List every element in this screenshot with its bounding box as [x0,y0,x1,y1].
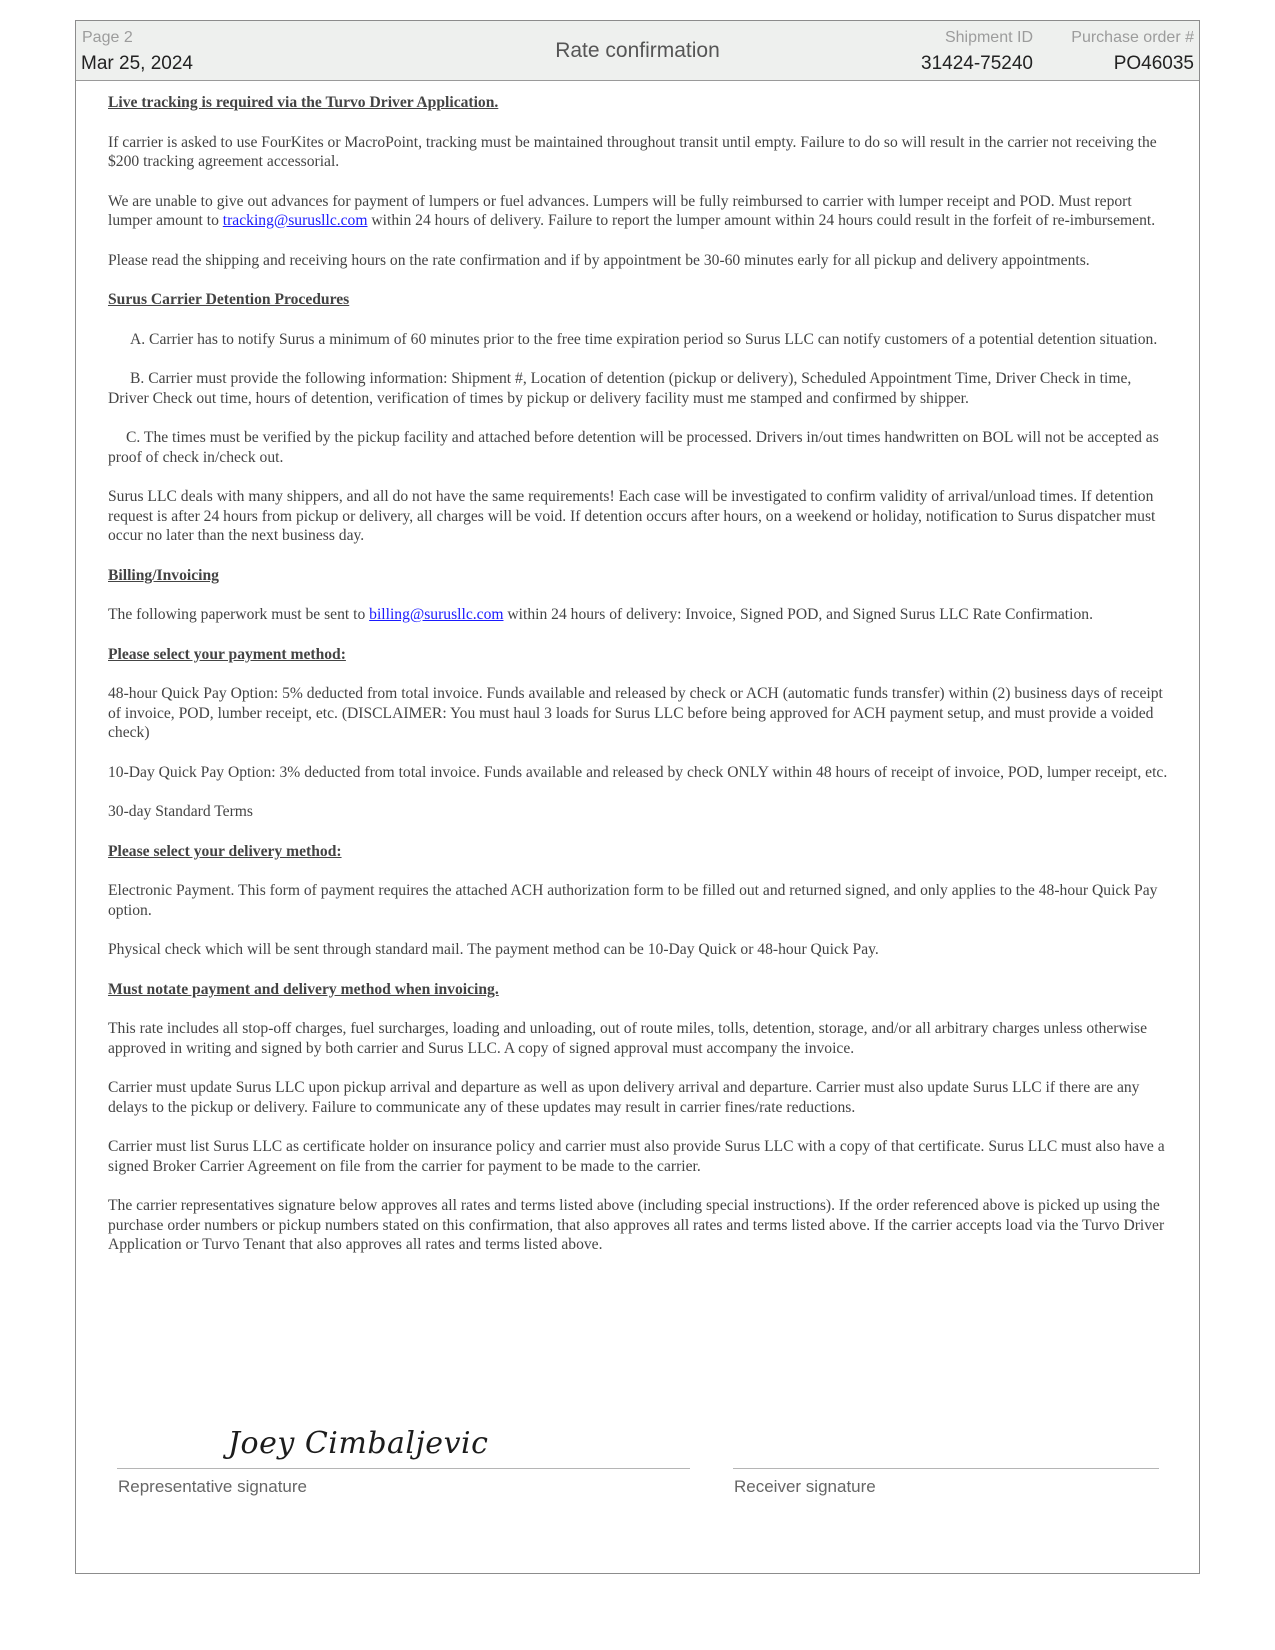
payment-option-48-hour: 48-hour Quick Pay Option: 5% deducted from total invoice. Funds available and released by check or ACH (automatic funds transfer) within (2) business days of receipt of invoice, POD, lumber receipt, etc. (DISCLAIMER: You must haul 3 loads for Surus LLC before being approved for ACH payment setup, and must provide a voided check) [108,685,1163,741]
certificate-paragraph: Carrier must list Surus LLC as certificate holder on insurance policy and carrier must also provide Surus LLC with a copy of that certificate. Surus LLC must also have a signed Broker Carrier Agreement on file from the carrier for payment to be made to the carrier. [108,1138,1165,1175]
shippers-paragraph: Surus LLC deals with many shippers, and all do not have the same requirements! Each case will be investigated to confirm validity of arrival/unload times. If detention request is after 24 hours from pickup or delivery, all charges will be void. If detention occurs after hours, on a weekend or holiday, notification to Surus dispatcher must occur no later than the next business day. [108,488,1156,544]
delivery-option-check: Physical check which will be sent through standard mail. The payment method can be 10-Day Quick or 48-hour Quick Pay. [108,941,879,958]
representative-signature-line [117,1468,690,1469]
document-title: Rate confirmation [555,39,720,62]
billing-text-start: The following paperwork must be sent to [108,606,370,623]
hours-paragraph: Please read the shipping and receiving hours on the rate confirmation and if by appointment be 30-60 minutes early for all pickup and delivery appointments. [108,251,1090,269]
lumper-text-start: We are unable to give out advances for payment of lumpers or fuel advances. Lumpers will be fully reimbursed to carrier with lumper receipt and POD. Must report lumper amount to [108,192,1132,229]
page-header [76,21,1199,81]
lumper-text-end: within 24 hours of delivery. Failure to report the lumper amount within 24 hours could result in the forfeit of re-imbursement. [367,212,1156,229]
page-number-label: Page 2 [82,29,133,46]
shipment-id-label: Shipment ID [944,29,1033,46]
update-paragraph: Carrier must update Surus LLC upon pickup arrival and departure as well as upon delivery arrival and departure. Carrier must also update Surus LLC if there are any delays to the pickup or delivery. Failure to communicate any of these updates may result in carrier fines/rate reductions. [108,1079,1140,1116]
representative-signature-label: Representative signature [118,1477,308,1496]
payment-method-heading: Please select your payment method: [108,645,346,663]
lumper-paragraph [108,192,1172,231]
signature-approval-paragraph: The carrier representatives signature below approves all rates and terms listed above (including special instructions). If the order referenced above is picked up using the purchase order numbers or pickup numbers stated on this confirmation, that also approves all rates and terms listed above. If the carrier accepts load via the Turvo Driver Application or Turvo Tenant that also approves all rates and terms listed above. [108,1197,1165,1253]
fourkites-paragraph: If carrier is asked to use FourKites or MacroPoint, tracking must be maintained throughout transit until empty. Failure to do so will result in the carrier not receiving the $200 tracking agreement accessorial. [108,133,1157,170]
delivery-method-heading: Please select your delivery method: [108,842,342,860]
purchase-order-label: Purchase order # [1071,29,1194,46]
rate-includes-paragraph: This rate includes all stop-off charges, fuel surcharges, loading and unloading, out of route miles, tolls, detention, storage, and/or all arbitrary charges unless otherwise approved in writing and signed by both carrier and Surus LLC. A copy of signed approval must accompany the invoice. [108,1020,1148,1057]
document-date: Mar 25, 2024 [81,53,193,74]
terms-body [108,93,1172,1275]
document-frame [75,20,1200,1574]
representative-signature-script: Joey Cimbaljevic [228,1426,489,1461]
billing-heading: Billing/Invoicing [108,566,219,584]
tracking-email-link[interactable]: tracking@surusllc.com [222,212,368,229]
payment-option-30-day: 30-day Standard Terms [108,803,253,820]
notate-heading: Must notate payment and delivery method when invoicing. [108,980,499,998]
detention-item-a: A. Carrier has to notify Surus a minimum of 60 minutes prior to the free time expiration period so Surus LLC can notify customers of a potential detention situation. [130,330,1158,348]
detention-heading: Surus Carrier Detention Procedures [108,291,350,308]
delivery-option-electronic: Electronic Payment. This form of payment requires the attached ACH authorization form to be filled out and returned signed, and only applies to the 48-hour Quick Pay option. [108,882,1158,919]
purchase-order-value: PO46035 [1113,53,1194,74]
billing-email-link[interactable]: billing@surusllc.com [369,606,504,623]
payment-option-10-day: 10-Day Quick Pay Option: 3% deducted from total invoice. Funds available and released by check ONLY within 48 hours of receipt of invoice, POD, lumper receipt, etc. [108,763,1168,781]
detention-item-b: B. Carrier must provide the following information: Shipment #, Location of detention (pickup or delivery), Scheduled Appointment Time, Driver Check in time, Driver Check out time, hours of detention, verification of times by pickup or delivery facility must me stamped and confirmed by shipper. [108,370,1132,407]
receiver-signature-line [733,1468,1159,1469]
shipment-id-value: 31424-75240 [921,53,1033,74]
tracking-heading: Live tracking is required via the Turvo Driver Application. [108,94,499,111]
receiver-signature-label: Receiver signature [734,1477,876,1496]
detention-item-c: C. The times must be verified by the pickup facility and attached before detention will be processed. Drivers in/out times handwritten on BOL will not be accepted as proof of check in/check out. [108,429,1159,466]
billing-paragraph [108,605,1172,625]
billing-text-end: within 24 hours of delivery: Invoice, Signed POD, and Signed Surus LLC Rate Confirmation. [503,606,1093,623]
